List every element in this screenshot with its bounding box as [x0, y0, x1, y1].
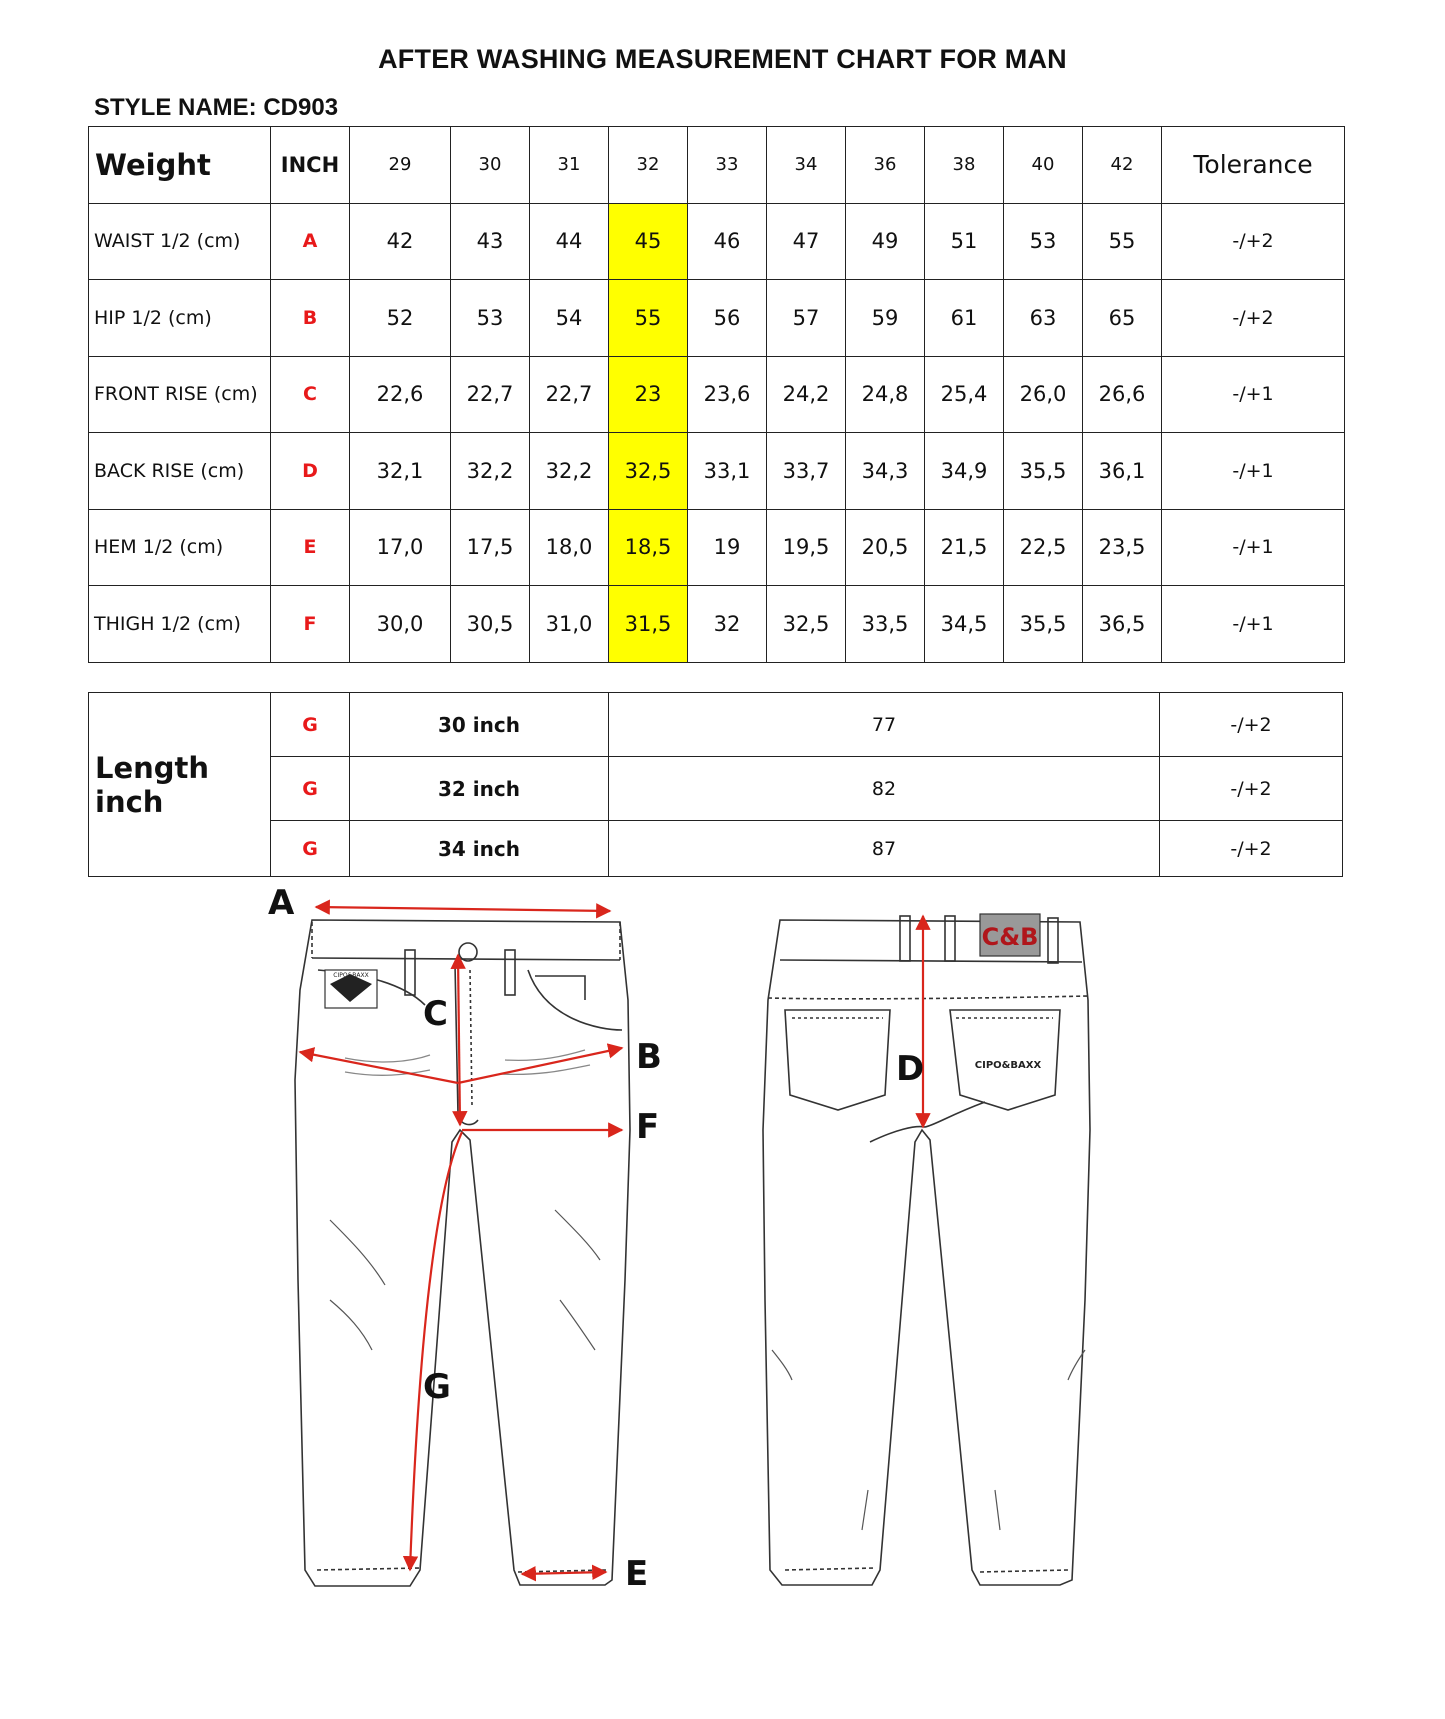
front-outline [295, 920, 630, 1586]
length-code: G [271, 757, 350, 821]
back-pocket-left [785, 1010, 890, 1110]
size-header: 30 [451, 127, 530, 204]
front-belt-loop-left [405, 950, 415, 995]
measurement-value: 22,5 [1004, 509, 1083, 586]
table-row [89, 509, 1345, 586]
back-hem-right [980, 1570, 1068, 1572]
logo-patch-text: C&B [981, 923, 1039, 951]
table-row [89, 586, 1345, 663]
measurement-value: 20,5 [846, 509, 925, 586]
label-b: B [636, 1037, 662, 1077]
table-row [89, 203, 1345, 280]
size-header: 33 [688, 127, 767, 204]
table-row [89, 280, 1345, 357]
length-name: 30 inch [350, 693, 609, 757]
label-d: D [896, 1049, 925, 1089]
length-value: 82 [609, 757, 1160, 821]
measurement-value: 34,9 [925, 433, 1004, 510]
measurement-value: 57 [767, 280, 846, 357]
tolerance-value: -/+2 [1162, 203, 1345, 280]
tolerance-value: -/+1 [1162, 586, 1345, 663]
arrow-b-left [300, 1052, 458, 1083]
length-row [89, 757, 1343, 821]
weight-header: Weight [89, 127, 271, 204]
length-tolerance: -/+2 [1160, 821, 1343, 877]
measurement-value: 44 [530, 203, 609, 280]
header-row [89, 127, 1345, 204]
measurement-value: 49 [846, 203, 925, 280]
label-e: E [625, 1554, 649, 1594]
measurement-code: B [271, 280, 350, 357]
front-belt-loop-right [505, 950, 515, 995]
measurement-value: 52 [350, 280, 451, 357]
tolerance-value: -/+2 [1162, 280, 1345, 357]
measurement-value: 26,6 [1083, 356, 1162, 433]
measurement-code: E [271, 509, 350, 586]
measurement-value: 31,0 [530, 586, 609, 663]
back-belt-loop-2 [945, 916, 955, 961]
length-value: 87 [609, 821, 1160, 877]
measurement-label: BACK RISE (cm) [89, 433, 271, 510]
measurement-value: 43 [451, 203, 530, 280]
measurement-value: 53 [1004, 203, 1083, 280]
length-code: G [271, 821, 350, 877]
measurement-value: 42 [350, 203, 451, 280]
tolerance-value: -/+1 [1162, 433, 1345, 510]
measurement-code: A [271, 203, 350, 280]
measurement-value: 56 [688, 280, 767, 357]
measurement-value: 19 [688, 509, 767, 586]
measurement-value: 22,7 [530, 356, 609, 433]
label-g: G [423, 1367, 451, 1407]
tolerance-header: Tolerance [1162, 127, 1345, 204]
measurement-table [88, 126, 1345, 663]
measurement-value: 33,1 [688, 433, 767, 510]
length-label: Length inch [89, 693, 271, 877]
measurement-value: 24,8 [846, 356, 925, 433]
measurement-value: 53 [451, 280, 530, 357]
measurement-value: 32,2 [530, 433, 609, 510]
front-yoke [312, 922, 620, 960]
measurement-value: 61 [925, 280, 1004, 357]
size-header: 38 [925, 127, 1004, 204]
length-name: 32 inch [350, 757, 609, 821]
size-header: 40 [1004, 127, 1083, 204]
measurement-code: C [271, 356, 350, 433]
back-belt-loop-1 [900, 916, 910, 961]
style-name: STYLE NAME: CD903 [94, 94, 339, 121]
size-header: 32 [609, 127, 688, 204]
arrow-b-right [458, 1048, 622, 1083]
table-row [89, 433, 1345, 510]
back-outline [763, 920, 1090, 1585]
tolerance-value: -/+1 [1162, 509, 1345, 586]
measurement-value: 23,5 [1083, 509, 1162, 586]
measurement-value: 21,5 [925, 509, 1004, 586]
measurement-value: 19,5 [767, 509, 846, 586]
label-f: F [636, 1107, 660, 1147]
measurement-value: 45 [609, 203, 688, 280]
size-header: 29 [350, 127, 451, 204]
measurement-value: 51 [925, 203, 1004, 280]
measurement-label: FRONT RISE (cm) [89, 356, 271, 433]
measurement-value: 26,0 [1004, 356, 1083, 433]
table-row [89, 356, 1345, 433]
size-header: 34 [767, 127, 846, 204]
measurement-value: 46 [688, 203, 767, 280]
back-jeans [763, 916, 1090, 1585]
measurement-value: 34,5 [925, 586, 1004, 663]
measurement-value: 34,3 [846, 433, 925, 510]
measurement-value: 22,7 [451, 356, 530, 433]
front-hem-left [317, 1568, 420, 1570]
measurement-label: THIGH 1/2 (cm) [89, 586, 271, 663]
front-pocket-right [528, 970, 622, 1030]
front-jeans [295, 920, 630, 1586]
front-creases [330, 1210, 600, 1350]
measurement-value: 33,5 [846, 586, 925, 663]
front-fly-stitch [470, 970, 472, 1105]
measurement-value: 35,5 [1004, 433, 1083, 510]
measurement-value: 32,5 [609, 433, 688, 510]
back-logo [975, 914, 1042, 1071]
size-header: 31 [530, 127, 609, 204]
front-pocket-logo [325, 970, 377, 1008]
arrow-a [316, 907, 610, 911]
page-title: AFTER WASHING MEASUREMENT CHART FOR MAN [378, 44, 1067, 74]
label-a: A [268, 883, 295, 923]
back-waistband [780, 960, 1082, 962]
back-hem-left [785, 1568, 874, 1570]
measurement-value: 30,5 [451, 586, 530, 663]
size-header: 42 [1083, 127, 1162, 204]
measurement-label: WAIST 1/2 (cm) [89, 203, 271, 280]
measurement-value: 23 [609, 356, 688, 433]
length-table [88, 692, 1343, 877]
measurement-value: 59 [846, 280, 925, 357]
label-c: C [423, 994, 448, 1034]
measurement-value: 32,5 [767, 586, 846, 663]
measurement-value: 18,5 [609, 509, 688, 586]
length-row [89, 821, 1343, 877]
measurement-value: 47 [767, 203, 846, 280]
measurement-value: 25,4 [925, 356, 1004, 433]
length-row [89, 693, 1343, 757]
measurement-value: 30,0 [350, 586, 451, 663]
measurement-code: D [271, 433, 350, 510]
measurement-value: 35,5 [1004, 586, 1083, 663]
size-header: 36 [846, 127, 925, 204]
measurement-value: 33,7 [767, 433, 846, 510]
measurement-label: HEM 1/2 (cm) [89, 509, 271, 586]
back-belt-loop-3 [1048, 918, 1058, 963]
back-yoke [768, 996, 1088, 999]
jeans-diagram [0, 880, 1445, 1640]
measurement-value: 32,2 [451, 433, 530, 510]
measurement-value: 17,0 [350, 509, 451, 586]
measurement-value: 36,5 [1083, 586, 1162, 663]
measurement-value: 55 [1083, 203, 1162, 280]
length-code: G [271, 693, 350, 757]
measurement-value: 65 [1083, 280, 1162, 357]
measurement-label: HIP 1/2 (cm) [89, 280, 271, 357]
front-waistband [312, 958, 620, 960]
measurement-value: 32,1 [350, 433, 451, 510]
front-pocket-brand: CIPO&BAXX [333, 972, 369, 979]
measurement-value: 31,5 [609, 586, 688, 663]
measurement-value: 63 [1004, 280, 1083, 357]
length-value: 77 [609, 693, 1160, 757]
measurement-value: 24,2 [767, 356, 846, 433]
length-tolerance: -/+2 [1160, 693, 1343, 757]
back-pocket-brand: CIPO&BAXX [974, 1060, 1042, 1071]
measurement-value: 54 [530, 280, 609, 357]
measurement-value: 18,0 [530, 509, 609, 586]
length-tolerance: -/+2 [1160, 757, 1343, 821]
tolerance-value: -/+1 [1162, 356, 1345, 433]
unit-header: INCH [271, 127, 350, 204]
measurement-code: F [271, 586, 350, 663]
back-creases [772, 1350, 1085, 1530]
measurement-value: 23,6 [688, 356, 767, 433]
measurement-value: 17,5 [451, 509, 530, 586]
measurement-value: 36,1 [1083, 433, 1162, 510]
measurement-value: 55 [609, 280, 688, 357]
length-name: 34 inch [350, 821, 609, 877]
measurement-value: 22,6 [350, 356, 451, 433]
measurement-value: 32 [688, 586, 767, 663]
